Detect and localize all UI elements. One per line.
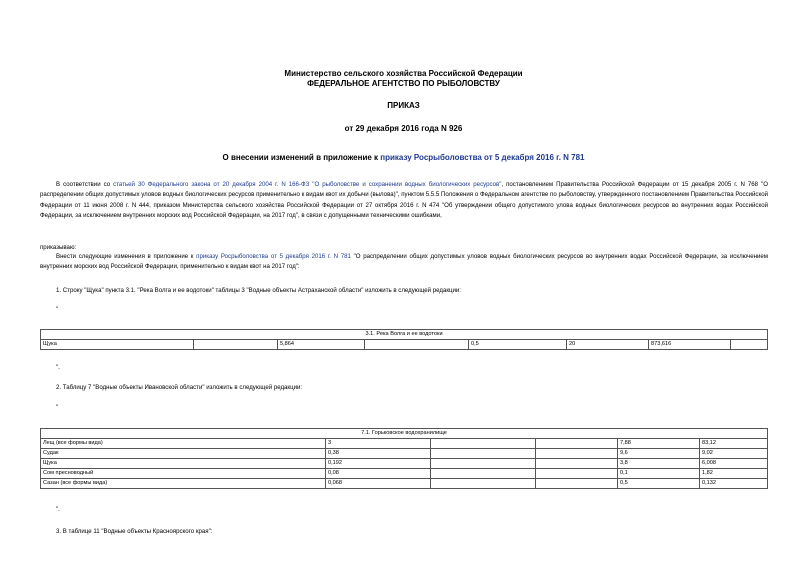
table-row <box>41 340 768 350</box>
quote-close-2: ". <box>56 506 60 513</box>
law-link[interactable]: статьей 30 Федерального закона от 20 декабря 2004 г. N 166-ФЗ "О рыболовстве и сохранении водных биологических ресурсов" <box>113 181 502 188</box>
table-cell: 5,864 <box>278 340 365 350</box>
table-cell: 873,616 <box>649 340 731 350</box>
table-cell <box>536 479 618 489</box>
table-header-cell: 3.1. Река Волга и ее водотоки <box>41 330 768 340</box>
document-type: ПРИКАЗ <box>387 101 420 110</box>
table-cell: Сазан (все формы вида) <box>41 479 326 489</box>
table-row <box>41 449 768 459</box>
table-cell: 3 <box>326 439 431 449</box>
table-header-row <box>41 330 768 340</box>
subject-text: О внесении изменений в приложение к <box>222 153 381 162</box>
table-cell <box>365 340 469 350</box>
table-cell <box>194 340 278 350</box>
table-row <box>41 459 768 469</box>
table-cell: 0,192 <box>326 459 431 469</box>
amendment-text-rest: "О распределении общих допустимых уловов водных биологических ресурсов во внутренних водах Российской Федерации, за исключением внутренних морских вод Российской Федерации, применительно к видам квот на 2017 год": <box>40 253 768 271</box>
table-row <box>41 469 768 479</box>
table-header-cell: 7.1. Горьковское водохранилище <box>41 429 768 439</box>
table-cell: 7,88 <box>618 439 700 449</box>
table-cell <box>431 459 536 469</box>
table-row <box>41 479 768 489</box>
quote-open-1: " <box>56 306 59 313</box>
table-cell <box>731 340 768 350</box>
table-cell <box>431 439 536 449</box>
amendment-text-start: Внести следующие изменения в приложение к <box>56 253 197 260</box>
amendment-paragraph <box>40 252 768 273</box>
item-3: 3. В таблице 11 "Водные объекты Красноярского края": <box>56 528 213 535</box>
subject-link[interactable]: приказу Росрыболовства от 5 декабря 2016 г. N 781 <box>380 153 585 162</box>
table-cell <box>431 469 536 479</box>
table-row <box>41 439 768 449</box>
table-cell: Лещ (все формы вида) <box>41 439 326 449</box>
table-cell <box>536 469 618 479</box>
table-cell <box>536 439 618 449</box>
table-cell: 9,6 <box>618 449 700 459</box>
order-word: приказываю: <box>40 244 77 251</box>
table-cell <box>536 449 618 459</box>
item-1: 1. Строку "Щука" пункта 3.1. "Река Волга и ее водотоки" таблицы 3 "Водные объекты Астраханской области" изложить в следующей редакции: <box>56 287 461 294</box>
agency-title: ФЕДЕРАЛЬНОЕ АГЕНТСТВО ПО РЫБОЛОВСТВУ <box>307 79 500 88</box>
table-cell: 0,1 <box>618 469 700 479</box>
table-gorky <box>40 428 768 489</box>
table-cell: Щука <box>41 459 326 469</box>
table-cell: 83,12 <box>700 439 768 449</box>
table-cell <box>431 479 536 489</box>
table-cell <box>431 449 536 459</box>
table-cell: 0,08 <box>326 469 431 479</box>
quote-open-2: " <box>56 404 59 411</box>
item-2: 2. Таблицу 7 "Водные объекты Ивановской области" изложить в следующей редакции: <box>56 384 303 391</box>
preamble-text-rest: , постановлением Правительства Российской Федерации от 15 декабря 2005 г. N 768 "О распределении общих допустимых уловов водных биологических ресурсов применительно к видам квот их добычи (вылова)", пунктом 5.5.5 Положения о Федеральном агентстве по рыболовству, утвержденного постановлением Правительства Российской Федерации от 11 июня 2008 г. N 444, приказом Министерства сельского хозяйства Российской Федерации от 27 октября 2016 г. N 474 "Об утверждении общего допустимого улова водных биологических ресурсов во внутренних водах Российской Федерации, за исключением внутренних морских вод Российской Федерации, на 2017 год", в связи с допущенными техническими ошибками, <box>40 181 768 219</box>
table-cell: 0,5 <box>618 479 700 489</box>
table-cell: 3,8 <box>618 459 700 469</box>
table-cell: 0,132 <box>700 479 768 489</box>
preamble-paragraph <box>40 180 768 221</box>
table-cell: 0,38 <box>326 449 431 459</box>
table-cell: 6,008 <box>700 459 768 469</box>
table-cell: 0,5 <box>469 340 567 350</box>
table-cell: 0,068 <box>326 479 431 489</box>
table-volga <box>40 329 768 350</box>
table-cell <box>536 459 618 469</box>
table-cell: 20 <box>567 340 649 350</box>
table-cell: Судак <box>41 449 326 459</box>
table-cell: 9,02 <box>700 449 768 459</box>
table-cell: Сом пресноводный <box>41 469 326 479</box>
quote-close-1: ". <box>56 364 60 371</box>
order-link[interactable]: приказу Росрыболовства от 5 декабря 2016 г. N 781 <box>196 253 351 260</box>
table-cell: Щука <box>41 340 194 350</box>
ministry-title: Министерство сельского хозяйства Российской Федерации <box>284 69 523 78</box>
table-cell: 1,82 <box>700 469 768 479</box>
preamble-text-start: В соответствии со <box>56 181 114 188</box>
document-date-number: от 29 декабря 2016 года N 926 <box>344 124 463 133</box>
document-subject <box>0 153 807 163</box>
table-header-row <box>41 429 768 439</box>
